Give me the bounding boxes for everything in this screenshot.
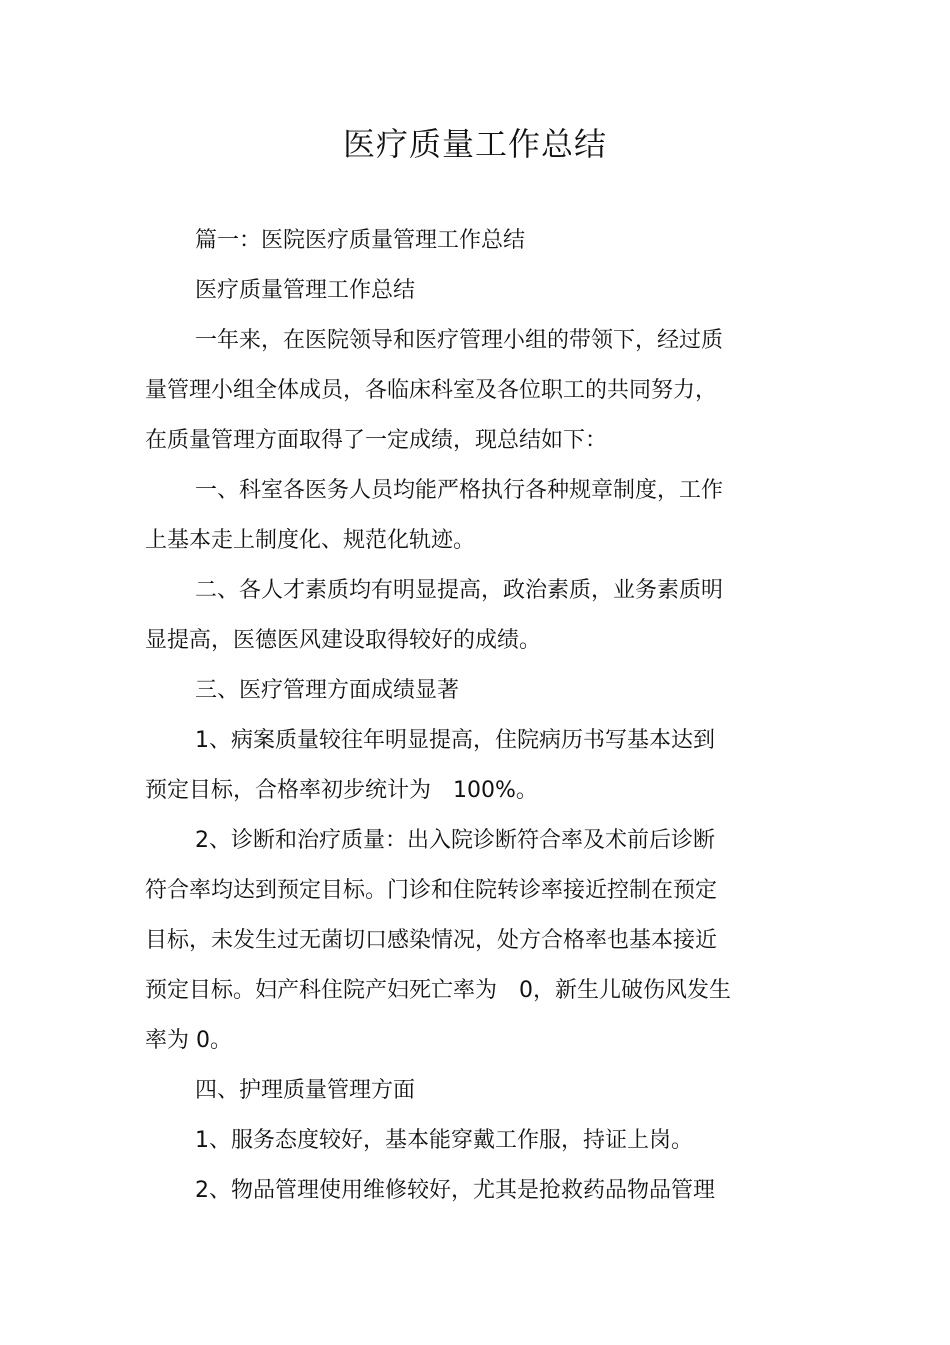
paragraph-line: 1、服务态度较好，基本能穿戴工作服，持证上岗。 xyxy=(195,1128,693,1153)
paragraph-line: 显提高，医德医风建设取得较好的成绩。 xyxy=(145,628,542,653)
section-heading: 三、医疗管理方面成绩显著 xyxy=(195,678,460,703)
section-heading: 篇一：医院医疗质量管理工作总结 xyxy=(195,228,526,253)
paragraph-line: 1、病案质量较往年明显提高，住院病历书写基本达到 xyxy=(195,728,715,753)
paragraph-line: 目标，未发生过无菌切口感染情况，处方合格率也基本接近 xyxy=(145,928,718,953)
section-heading: 四、护理质量管理方面 xyxy=(195,1078,416,1103)
paragraph-line: 2、诊断和治疗质量：出入院诊断符合率及术前后诊断 xyxy=(195,828,715,853)
paragraph-line: 率为 0。 xyxy=(145,1028,232,1053)
paragraph-line: 预定目标。妇产科住院产妇死亡率为 0，新生儿破伤风发生 xyxy=(145,978,731,1003)
paragraph-line: 量管理小组全体成员，各临床科室及各位职工的共同努力， xyxy=(145,378,718,403)
paragraph-line: 2、物品管理使用维修较好，尤其是抢救药品物品管理 xyxy=(195,1178,715,1203)
paragraph-line: 一年来，在医院领导和医疗管理小组的带领下，经过质 xyxy=(195,328,724,353)
paragraph-line: 一、科室各医务人员均能严格执行各种规章制度，工作 xyxy=(195,478,724,503)
paragraph-line: 预定目标，合格率初步统计为 100%。 xyxy=(145,778,538,803)
document-title: 医疗质量工作总结 xyxy=(342,125,607,163)
subtitle: 医疗质量管理工作总结 xyxy=(195,278,416,303)
paragraph-line: 在质量管理方面取得了一定成绩，现总结如下： xyxy=(145,428,608,453)
paragraph-line: 二、各人才素质均有明显提高，政治素质，业务素质明 xyxy=(195,578,724,603)
paragraph-line: 符合率均达到预定目标。门诊和住院转诊率接近控制在预定 xyxy=(145,878,718,903)
paragraph-line: 上基本走上制度化、规范化轨迹。 xyxy=(145,528,476,553)
